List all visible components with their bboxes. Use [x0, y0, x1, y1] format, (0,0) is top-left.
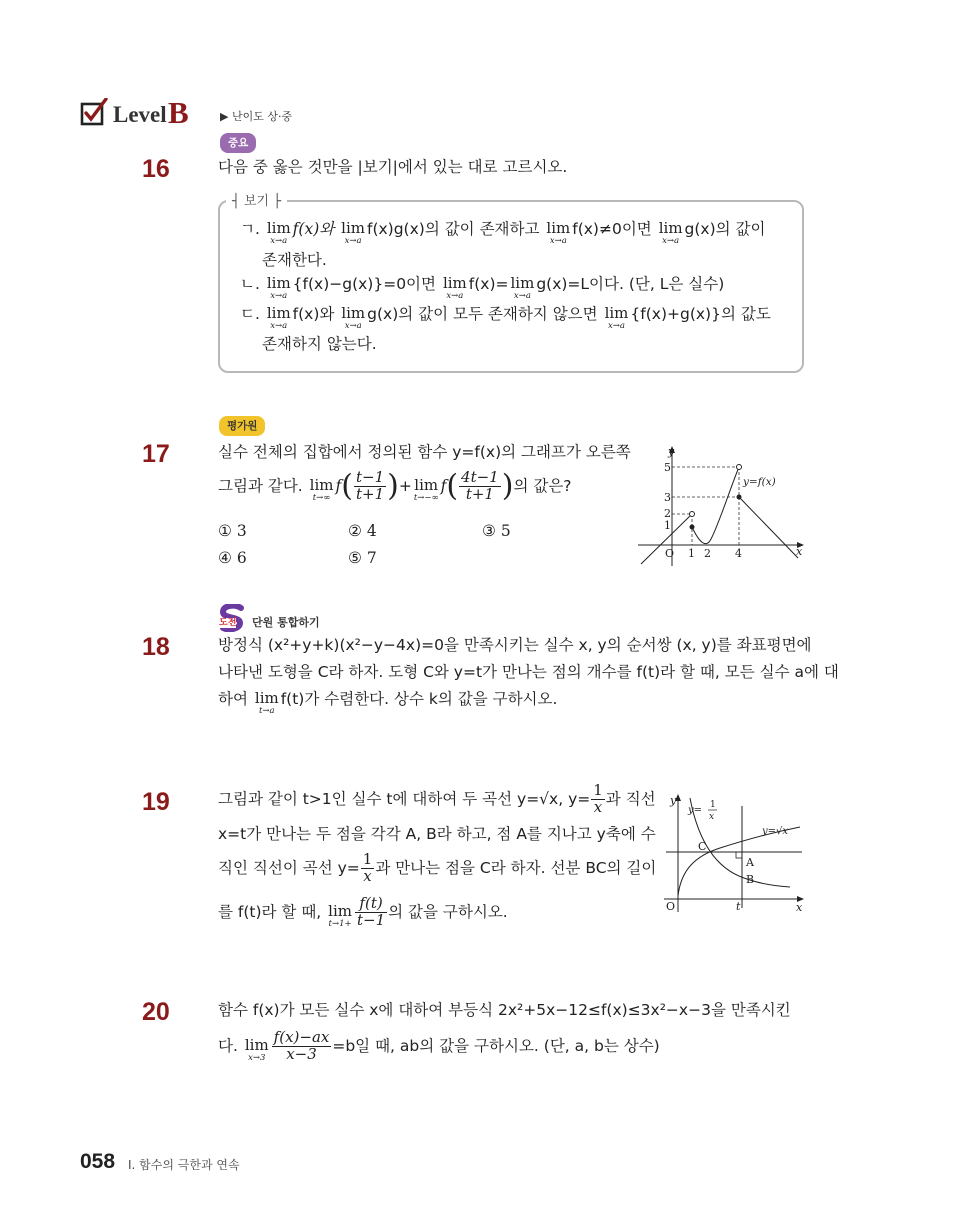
q17-func-label: y=f(x) — [743, 476, 776, 488]
difficulty-label: ▶ 난이도 상·중 — [220, 110, 293, 123]
bogi-item-1: ㄱ. lim x→a f(x)와 lim x→a f(x)g(x)의 값이 존재하고 lim x→a f(x)≠0이면 lim x→a g(x)의 값이 — [240, 219, 766, 246]
page-number: 058 — [80, 1150, 116, 1173]
q17-x-label: x — [796, 545, 803, 558]
chapter-title: I. 함수의 극한과 연속 — [128, 1158, 240, 1172]
challenge-badge — [219, 604, 245, 632]
q17-filled-dot-2 — [737, 495, 742, 500]
q19-origin: O — [666, 900, 676, 913]
q18-line1: 방정식 (x²+y+k)(x²−y−4x)=0을 만족시키는 실수 x, y의 순서쌍 (x, y)를 좌표평면에 — [218, 636, 812, 654]
question-number-20: 20 — [142, 998, 170, 1026]
q19-point-B: B — [746, 873, 755, 886]
choice-1[interactable]: ① 3 — [218, 522, 247, 540]
q17-xtick-4: 4 — [735, 547, 742, 560]
badge-pyeonggawon: 평가원 — [219, 416, 265, 436]
q17-xtick-1: 1 — [688, 547, 695, 560]
choice-4[interactable]: ④ 6 — [218, 549, 247, 567]
question-number-18: 18 — [142, 633, 170, 661]
q19-sqrt-curve — [678, 827, 800, 896]
q20-line2: 다. lim x→3 $\frac{f(x)-ax}{x-3}$ =b일 때, ab의 값을 구하시오. (단, a, b는 상수) — [218, 1028, 660, 1063]
q19-recip-one: 1 — [710, 800, 716, 810]
q17-ytick-1: 1 — [664, 519, 671, 532]
q19-line1: 그림과 같이 t>1인 실수 t에 대하여 두 곡선 y=√x, y= $\frac{1}{x}$ 과 직선 — [218, 781, 656, 816]
q19-line4: 를 f(t)라 할 때, lim t→1+ $\frac{f(t)}{t-1}$ 의 값을 구하시오. — [218, 894, 508, 929]
question-number-16: 16 — [142, 155, 170, 183]
choice-3[interactable]: ③ 5 — [482, 522, 511, 540]
q19-line2: x=t가 만나는 두 점을 각각 A, B라 하고, 점 A를 지나고 y축에 수 — [218, 825, 656, 843]
question-number-17: 17 — [142, 440, 170, 468]
bogi-item-3-cont: 존재하지 않는다. — [262, 335, 377, 353]
q17-open-dot-1 — [690, 512, 695, 517]
q19-graph — [660, 790, 806, 915]
q17-line2: 그림과 같다. lim t→∞ f( $\frac{t-1}{t+1}$ )+ lim t→−∞ f( $\frac{4t-1}{t+1}$ )의 값은? — [218, 468, 572, 504]
badge-important: 중요 — [220, 133, 256, 153]
q19-recip-label: y= — [688, 805, 703, 816]
q17-ytick-2: 2 — [664, 507, 671, 520]
q19-point-A: A — [746, 856, 754, 869]
q17-open-dot-2 — [737, 465, 742, 470]
q19-t-label: t — [736, 900, 741, 913]
q19-x-label: x — [796, 901, 803, 914]
q17-origin: O — [665, 547, 675, 560]
bogi-title: ┤ 보기 ├ — [226, 190, 287, 209]
q19-sqrt-label: y=√x — [762, 826, 789, 837]
q19-y-label: y — [670, 794, 677, 807]
q17-right-branch — [739, 497, 798, 558]
q17-ytick-5: 5 — [664, 461, 671, 474]
q19-recip-x: x — [709, 812, 715, 822]
q19-line3: 직인 직선이 곡선 y= $\frac{1}{x}$ 과 만나는 점을 C라 하자. 선분 BC의 길이 — [218, 850, 657, 885]
level-letter: B — [168, 95, 189, 130]
bogi-item-1-cont: 존재한다. — [262, 251, 327, 269]
q20-line1: 함수 f(x)가 모든 실수 x에 대하여 부등식 2x²+5x−12≤f(x)≤3x²−x−3을 만족시킨 — [218, 1001, 791, 1019]
q17-ytick-3: 3 — [664, 491, 671, 504]
q17-y-label: y — [668, 445, 675, 458]
q17-xtick-2: 2 — [704, 547, 711, 560]
unit-integration-label: 단원 통합하기 — [252, 616, 320, 629]
q16-stem: 다음 중 옳은 것만을 |보기|에서 있는 대로 고르시오. — [218, 158, 568, 176]
q17-line1: 실수 전체의 집합에서 정의된 함수 y=f(x)의 그래프가 오른쪽 — [218, 443, 631, 461]
q17-graph — [636, 444, 806, 568]
checkbox-icon — [80, 98, 110, 132]
question-number-19: 19 — [142, 788, 170, 816]
bogi-item-3: ㄷ. lim x→a f(x)와 lim x→a g(x)의 값이 모두 존재하지 않으면 lim x→a {f(x)+g(x)}의 값도 — [240, 304, 771, 331]
choice-5[interactable]: ⑤ 7 — [348, 549, 377, 567]
q19-point-C: C — [698, 840, 707, 853]
bogi-item-2: ㄴ. lim x→a {f(x)−g(x)}=0이면 lim x→a f(x)= lim x→a g(x)=L이다. (단, L은 실수) — [240, 274, 725, 301]
choice-2[interactable]: ② 4 — [348, 522, 377, 540]
level-word: Level — [113, 102, 167, 127]
q18-line2: 나타낸 도형을 C라 하자. 도형 C와 y=t가 만나는 점의 개수를 f(t)라 할 때, 모든 실수 a에 대 — [218, 663, 839, 681]
q18-line3: 하여 lim t→a f(t)가 수렴한다. 상수 k의 값을 구하시오. — [218, 689, 558, 716]
q19-right-angle — [736, 852, 742, 858]
challenge-label: 도전 — [219, 618, 237, 628]
q17-filled-dot-1 — [690, 525, 695, 530]
q17-curve — [692, 467, 739, 544]
